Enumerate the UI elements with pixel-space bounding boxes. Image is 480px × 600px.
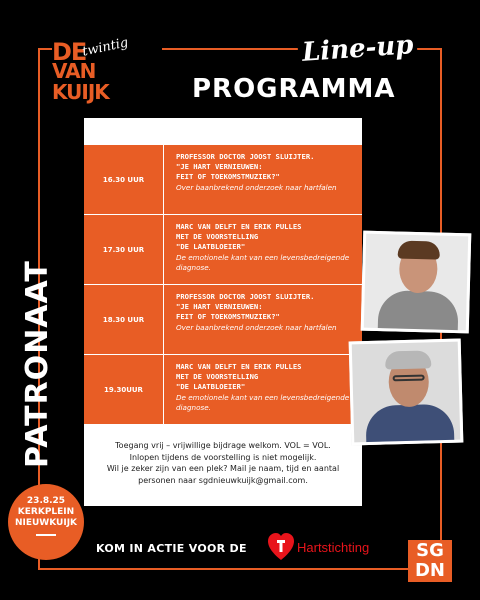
speaker-body <box>377 290 458 333</box>
venue-label: PATRONAAT <box>20 260 55 468</box>
badge-place-1: KERKPLEIN <box>17 507 75 517</box>
performer-hair <box>385 350 431 369</box>
speaker-photo <box>361 231 472 334</box>
date-badge <box>8 484 84 560</box>
logo-kuijk: KUIJK <box>52 80 109 104</box>
logo-de: DE <box>52 38 87 66</box>
badge-date: 23.8.25 <box>26 496 66 506</box>
sgdn-bottom: DN <box>414 560 445 581</box>
info-line: Inlopen tijdens de voorstelling is niet mogelijk. <box>129 452 317 462</box>
logo-van: VAN <box>52 59 96 83</box>
info-line-email: personen naar sgdnieuwkuijk@gmail.com. <box>138 475 308 485</box>
sponsor-name: Hartstichting <box>297 540 370 555</box>
speaker-hair <box>398 241 440 260</box>
info-text <box>84 432 362 486</box>
program-row <box>84 354 362 424</box>
lineup-heading: Line-up <box>297 30 418 68</box>
program-title: MARC VAN DELFT EN ERIK PULLES MET DE VOORSTELLING "DE LAATBLOEIER" <box>176 362 302 391</box>
program-time: 18.30 UUR <box>84 285 164 354</box>
sgdn-top: SG <box>416 540 444 561</box>
badge-divider <box>36 534 56 536</box>
program-title: PROFESSOR DOCTOR JOOST SLUIJTER. "JE HART VERNIEUWEN: FEIT OF TOEKOMSTMUZIEK?" <box>176 152 315 181</box>
sgdn-logo <box>408 540 452 582</box>
program-time: 17.30 UUR <box>84 215 164 284</box>
program-info <box>164 145 362 214</box>
program-description: Over baanbrekend onderzoek naar hartfalen <box>176 323 337 332</box>
glasses-icon <box>393 375 425 382</box>
program-title: PROFESSOR DOCTOR JOOST SLUIJTER. "JE HART VERNIEUWEN: FEIT OF TOEKOMSTMUZIEK?" <box>176 292 315 321</box>
info-line: Toegang vrij – vrijwillige bijdrage welkom. VOL = VOL. <box>115 441 331 450</box>
performer-photo <box>349 339 464 446</box>
program-info <box>164 355 362 424</box>
performer-body <box>365 404 454 446</box>
badge-place-2: NIEUWKUIJK <box>14 518 78 528</box>
program-row <box>84 284 362 354</box>
program-time: 16.30 UUR <box>84 145 164 214</box>
program-list <box>84 144 362 424</box>
program-row <box>84 214 362 284</box>
program-description: De emotionele kant van een levensbedreigende diagnose. <box>176 393 350 412</box>
call-to-action: KOM IN ACTIE VOOR DE <box>96 542 247 555</box>
card-top-space <box>84 118 362 144</box>
program-time: 19.30UUR <box>84 355 164 424</box>
program-card <box>84 118 362 506</box>
programma-heading: PROGRAMMA <box>192 74 396 104</box>
program-description: De emotionele kant van een levensbedreigende diagnose. <box>176 253 350 272</box>
de-twintig-van-kuijk-logo <box>52 35 162 108</box>
info-line: Wil je zeker zijn van een plek? Mail je naam, tijd en aantal <box>106 464 340 473</box>
program-info <box>164 215 362 284</box>
program-info <box>164 285 362 354</box>
heart-icon <box>268 532 294 562</box>
program-row <box>84 144 362 214</box>
logo-twintig: twintig <box>80 35 130 60</box>
program-title: MARC VAN DELFT EN ERIK PULLES MET DE VOORSTELLING "DE LAATBLOEIER" <box>176 222 302 251</box>
program-description: Over baanbrekend onderzoek naar hartfalen <box>176 183 337 192</box>
